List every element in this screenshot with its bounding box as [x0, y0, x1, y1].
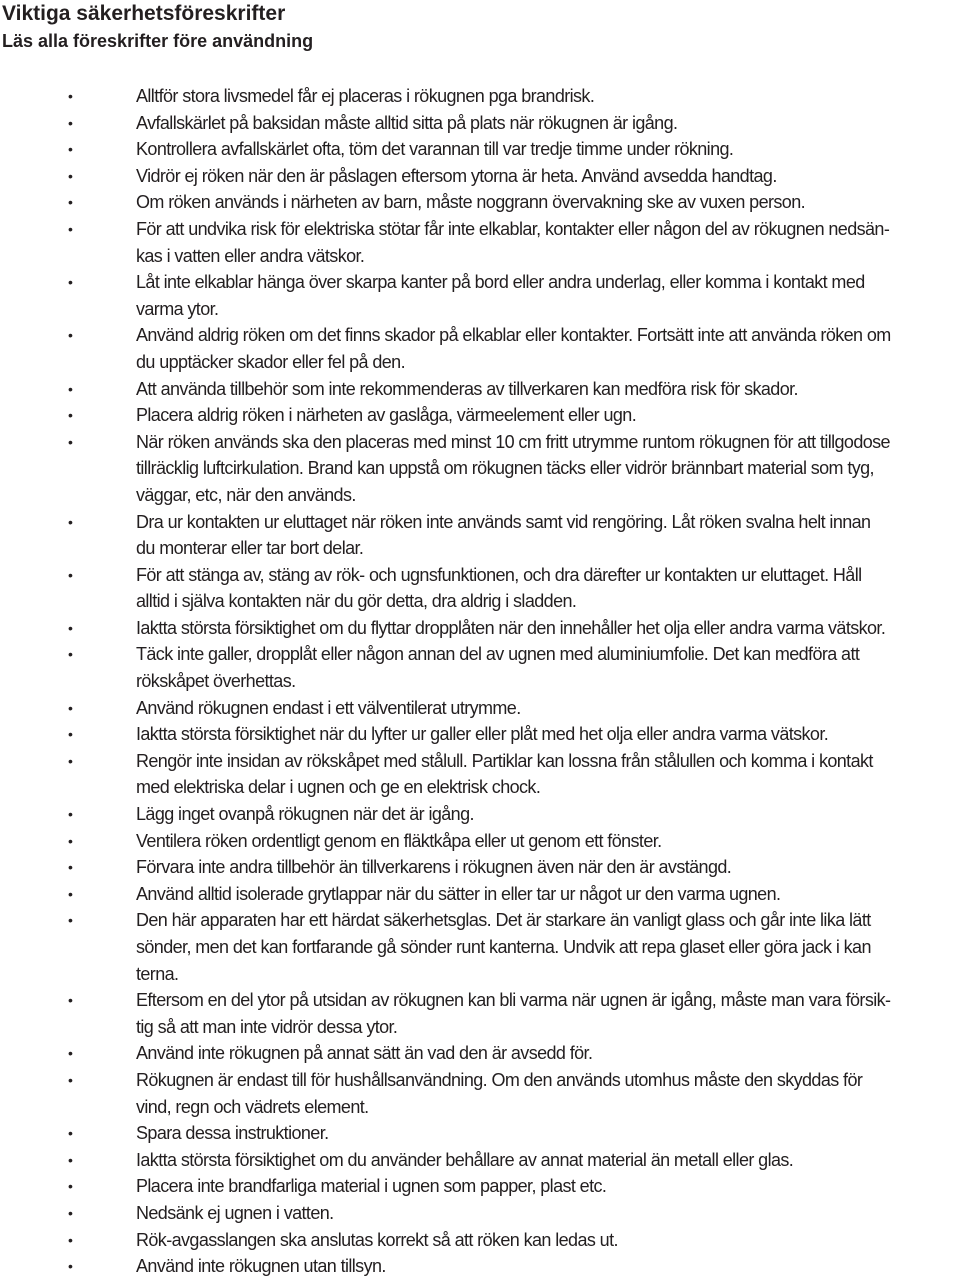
safety-instructions-list [0, 83, 960, 1280]
bullet-icon: • [68, 1125, 73, 1142]
instruction-text: Vidrör ej röken när den är påslagen eftersom ytorna är heta. Använd avsedda handtag. [136, 165, 777, 186]
bullet-icon: • [68, 141, 73, 158]
bullet-icon: • [68, 992, 73, 1009]
list-item [0, 907, 960, 987]
list-item [0, 615, 960, 642]
bullet-icon: • [68, 699, 73, 716]
instruction-text: Rök-avgasslangen ska anslutas korrekt så att röken kan ledas ut. [136, 1229, 618, 1250]
instruction-text: Iaktta största försiktighet när du lyfter ur galler eller plåt med het olja eller andra varma vätskor. [136, 724, 829, 745]
document-subtitle: Läs alla föreskrifter före användning [2, 31, 314, 51]
instruction-text: Använd alltid isolerade grytlappar när du sätter in eller tar ur något ur den varma ugnen. [136, 883, 781, 904]
instruction-text: Avfallskärlet på baksidan måste alltid sitta på plats när rökugnen är igång. [136, 112, 678, 133]
bullet-icon: • [68, 88, 73, 104]
instruction-text: Rökugnen är endast till för hushållsanvändning. Om den används utomhus måste den skyddas för vind, regn och vädrets element. [136, 1069, 863, 1117]
instruction-text: För att stänga av, stäng av rök- och ugnsfunktionen, och dra därefter ur kontakten ur eluttaget. Håll alltid i själva kontakten när du gör detta, dra aldrig i sladden. [136, 564, 862, 612]
instruction-text: Använd inte rökugnen utan tillsyn. [136, 1256, 386, 1277]
instruction-text: Låt inte elkablar hänga över skarpa kanter på bord eller andra underlag, eller komma i kontakt med varma ytor. [136, 272, 865, 319]
list-item [0, 1173, 960, 1200]
list-item [0, 748, 960, 801]
bullet-icon: • [68, 167, 73, 184]
list-item [0, 987, 960, 1040]
list-item [0, 641, 960, 694]
bullet-icon: • [68, 726, 73, 743]
bullet-icon: • [68, 1178, 73, 1195]
list-item [0, 1200, 960, 1227]
list-item [0, 1040, 960, 1067]
bullet-icon: • [68, 114, 73, 131]
list-item [0, 136, 960, 163]
list-item [0, 1227, 960, 1254]
list-item [0, 163, 960, 190]
instruction-text: Spara dessa instruktioner. [136, 1123, 329, 1144]
list-item [0, 801, 960, 828]
bullet-icon: • [68, 859, 73, 876]
list-item [0, 881, 960, 908]
instruction-text: Använd inte rökugnen på annat sätt än vad den är avsedd för. [136, 1043, 593, 1064]
list-item [0, 695, 960, 722]
instruction-text: Iaktta största försiktighet om du använder behållare av annat material än metall eller glas. [136, 1149, 794, 1170]
list-item [0, 110, 960, 137]
bullet-icon: • [68, 832, 73, 849]
instruction-text: Förvara inte andra tillbehör än tillverkarens i rökugnen även när den är avstängd. [136, 857, 732, 878]
bullet-icon: • [68, 646, 73, 663]
instruction-text: Den här apparaten har ett härdat säkerhetsglas. Det är starkare än vanligt glass och går inte lika lätt sönder, men det kan fortfarande gå sönder runt kanterna. Undvik att repa glaset eller göra jack i kan terna. [136, 910, 871, 984]
list-item [0, 721, 960, 748]
bullet-icon: • [68, 1151, 73, 1168]
instruction-text: När röken används ska den placeras med minst 10 cm fritt utrymme runtom rökugnen för att tillgodose tillräcklig luftcirkulation. Brand kan uppstå om rökugnen täcks eller vidrör brännbart material som tyg, väggar, etc, när den används. [136, 431, 890, 505]
bullet-icon: • [68, 619, 73, 636]
instruction-text: Täck inte galler, dropplåt eller någon annan del av ugnen med aluminiumfolie. Det kan medföra att rökskåpet överhettas. [136, 644, 860, 692]
bullet-icon: • [68, 1231, 73, 1248]
bullet-icon: • [68, 513, 73, 530]
list-item [0, 269, 960, 322]
instruction-text: Använd aldrig röken om det finns skador på elkablar eller kontakter. Fortsätt inte att använda röken om du upptäcker skador eller fel på den. [136, 325, 891, 372]
list-item [0, 429, 960, 509]
instruction-text: Nedsänk ej ugnen i vatten. [136, 1202, 334, 1223]
document-title: Viktiga säkerhetsföreskrifter [2, 2, 286, 25]
instruction-text: Att använda tillbehör som inte rekommenderas av tillverkaren kan medföra risk för skador. [136, 378, 798, 399]
instruction-text: Rengör inte insidan av rökskåpet med stålull. Partiklar kan lossna från stålullen och komma i kontakt med elektriska delar i ugnen och ge en elektrisk chock. [136, 750, 873, 798]
list-item [0, 562, 960, 615]
bullet-icon: • [68, 752, 73, 769]
list-item [0, 322, 960, 375]
bullet-icon: • [68, 1071, 73, 1088]
list-item [0, 1120, 960, 1147]
bullet-icon: • [68, 1045, 73, 1062]
bullet-icon: • [68, 194, 73, 211]
bullet-icon: • [68, 912, 73, 929]
instruction-text: Om röken används i närheten av barn, måste noggrann övervakning ske av vuxen person. [136, 192, 806, 213]
instruction-text: Placera inte brandfarliga material i ugnen som papper, plast etc. [136, 1176, 607, 1197]
list-item [0, 83, 960, 110]
list-item [0, 402, 960, 429]
bullet-icon: • [68, 433, 73, 450]
list-item [0, 854, 960, 881]
instruction-text: Ventilera röken ordentligt genom en fläktkåpa eller ut genom ett fönster. [136, 830, 662, 851]
instruction-text: Alltför stora livsmedel får ej placeras i rökugnen pga brandrisk. [136, 86, 595, 106]
bullet-icon: • [68, 1258, 73, 1275]
bullet-icon: • [68, 274, 73, 291]
instruction-text: Placera aldrig röken i närheten av gaslåga, värmeelement eller ugn. [136, 405, 637, 426]
bullet-icon: • [68, 806, 73, 823]
bullet-icon: • [68, 1204, 73, 1221]
list-item [0, 1147, 960, 1174]
bullet-icon: • [68, 407, 73, 424]
instruction-text: Iaktta största försiktighet om du flyttar dropplåten när den innehåller het olja eller andra varma vätskor. [136, 617, 886, 638]
list-item [0, 376, 960, 403]
instruction-text: Dra ur kontakten ur eluttaget när röken inte används samt vid rengöring. Låt röken svalna helt innan du monterar eller tar bort delar. [136, 511, 871, 559]
list-item [0, 216, 960, 269]
instruction-text: Eftersom en del ytor på utsidan av rökugnen kan bli varma när ugnen är igång, måste man vara försik- tig så att man inte vidrör dessa ytor. [136, 990, 891, 1037]
list-item [0, 189, 960, 216]
instruction-text: Använd rökugnen endast i ett välventilerat utrymme. [136, 697, 521, 718]
list-item [0, 828, 960, 855]
instruction-text: För att undvika risk för elektriska stötar får inte elkablar, kontakter eller någon del av rökugnen nedsän- kas i vatten eller andra vätskor. [136, 218, 890, 266]
bullet-icon: • [68, 885, 73, 902]
bullet-icon: • [68, 566, 73, 583]
list-item [0, 509, 960, 562]
bullet-icon: • [68, 327, 73, 344]
list-item [0, 1067, 960, 1120]
bullet-icon: • [68, 380, 73, 397]
instruction-text: Lägg inget ovanpå rökugnen när det är igång. [136, 804, 474, 825]
bullet-icon: • [68, 220, 73, 237]
instruction-text: Kontrollera avfallskärlet ofta, töm det varannan till var tredje timme under rökning. [136, 139, 734, 160]
